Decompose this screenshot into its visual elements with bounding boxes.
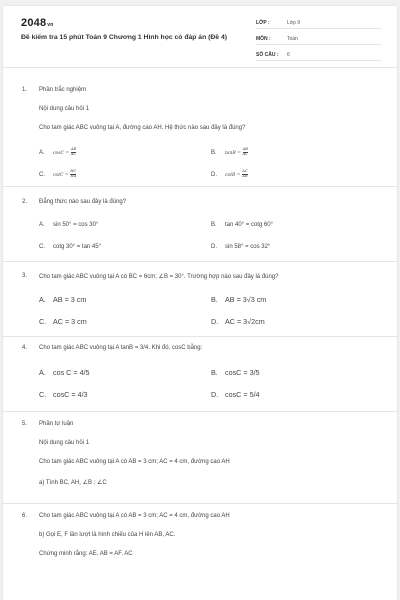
question-text: Cho tam giác ABC vuông tại A có AB = 3 cm; AC = 4 cm, đường cao AH — [39, 459, 230, 465]
denominator: HA — [70, 173, 77, 178]
question-number: 2. — [22, 199, 28, 205]
question-proof: Chứng minh rằng: AE. AB = AF. AC — [39, 551, 133, 557]
question-text: Cho tam giác ABC vuông tại A tanB = 3/4. Khi đó, cosC bằng: — [39, 345, 203, 351]
exam-page — [3, 6, 397, 600]
question-1 — [3, 68, 397, 186]
option-label: D. — [211, 390, 219, 399]
option-label: C. — [39, 244, 45, 250]
option-fraction — [243, 148, 248, 157]
question-number: 6. — [22, 513, 28, 519]
option-c[interactable] — [39, 170, 76, 179]
option-value: cos C = 4/5 — [53, 368, 90, 377]
question-subtitle: Nội dung câu hỏi 1 — [39, 440, 90, 446]
option-label: C. — [39, 171, 45, 178]
option-b[interactable] — [211, 368, 260, 377]
numerator: HC — [70, 169, 77, 173]
option-label: B. — [211, 149, 217, 156]
page-header — [3, 6, 397, 68]
meta-count-value: 6 — [287, 52, 290, 58]
option-label: A. — [39, 368, 46, 377]
option-label: C. — [39, 390, 47, 399]
meta-class-value: Lớp 9 — [287, 20, 301, 26]
logo-text: 2048 — [21, 17, 47, 29]
option-d[interactable] — [211, 317, 265, 326]
meta-count-label: SỐ CÂU : — [256, 52, 279, 58]
option-b[interactable] — [211, 222, 273, 228]
meta-class-label: LỚP : — [256, 20, 270, 26]
option-d[interactable] — [211, 390, 260, 399]
numerator: AB — [242, 147, 248, 151]
option-a[interactable] — [39, 295, 86, 304]
meta-class — [256, 17, 381, 29]
question-6 — [3, 503, 397, 600]
denominator: AB — [242, 173, 248, 178]
option-value: AC = 3√2cm — [225, 317, 265, 326]
option-lhs: cotC = — [53, 172, 69, 178]
meta-subject-label: MÔN : — [256, 36, 271, 42]
option-label: D. — [211, 317, 219, 326]
option-a[interactable] — [39, 148, 76, 157]
question-3 — [3, 261, 397, 336]
question-number: 5. — [22, 421, 28, 427]
option-fraction — [70, 170, 76, 179]
option-label: B. — [211, 295, 218, 304]
option-label: B. — [211, 368, 218, 377]
option-value: sin 50° = cos 30° — [53, 222, 99, 228]
option-value: cotg 30° = tan 45° — [53, 244, 101, 250]
option-fraction — [242, 170, 247, 179]
option-label: B. — [211, 222, 217, 228]
meta-subject — [256, 33, 381, 45]
option-lhs: cosC = — [53, 150, 70, 156]
option-d[interactable] — [211, 244, 270, 250]
question-text: Cho tam giác ABC vuông tại A, đường cao AH. Hệ thức nào sau đây là đúng? — [39, 125, 246, 131]
question-part: a) Tính BC, AH, ∠B ; ∠C — [39, 480, 107, 486]
option-value: sin 58° = cos 32° — [225, 244, 271, 250]
question-text: Cho tam giác ABC vuông tại A có AB = 3 cm; AC = 4 cm, đường cao AH — [39, 513, 230, 519]
section-title: Phần trắc nghiệm — [39, 87, 87, 93]
question-number: 1. — [22, 87, 28, 93]
option-value: AC = 3 cm — [53, 317, 87, 326]
question-5 — [3, 411, 397, 503]
option-value: tan 40° = cotg 60° — [225, 222, 273, 228]
meta-subject-value: Toán — [287, 36, 298, 42]
numerator: AC — [242, 169, 248, 173]
logo-suffix: vn — [47, 22, 54, 28]
option-lhs: cotB = — [225, 172, 241, 178]
option-c[interactable] — [39, 390, 88, 399]
option-value: cosC = 4/3 — [53, 390, 88, 399]
question-2 — [3, 186, 397, 261]
option-label: D. — [211, 171, 217, 178]
option-value: cosC = 5/4 — [225, 390, 260, 399]
question-part: b) Gọi E, F lần lượt là hình chiếu của H lên AB, AC. — [39, 532, 176, 538]
option-label: A. — [39, 222, 45, 228]
option-a[interactable] — [39, 222, 98, 228]
option-value: AB = 3 cm — [53, 295, 87, 304]
numerator: AB — [70, 147, 77, 151]
denominator: AC — [242, 151, 248, 156]
option-label: C. — [39, 317, 47, 326]
question-text: Đẳng thức nào sau đây là đúng? — [39, 199, 127, 205]
option-value: cosC = 3/5 — [225, 368, 260, 377]
exam-title: Đề kiểm tra 15 phút Toán 9 Chương 1 Hình học có đáp án (Đề 4) — [21, 34, 228, 41]
meta-count — [256, 49, 381, 61]
option-a[interactable] — [39, 368, 90, 377]
option-label: A. — [39, 295, 46, 304]
option-b[interactable] — [211, 295, 266, 304]
option-label: A. — [39, 149, 45, 156]
option-c[interactable] — [39, 317, 87, 326]
option-value: AB = 3√3 cm — [225, 295, 267, 304]
option-lhs: tanB = — [225, 150, 241, 156]
question-number: 4. — [22, 345, 28, 351]
section-title: Phần tự luận — [39, 421, 74, 427]
question-number: 3. — [22, 273, 28, 279]
option-fraction — [71, 148, 76, 157]
site-logo[interactable] — [21, 17, 54, 29]
option-c[interactable] — [39, 244, 101, 250]
option-b[interactable] — [211, 148, 248, 157]
question-text: Cho tam giác ABC vuông tại A có BC = 6cm; ∠B = 30°. Trường hợp nào sau đây là đúng? — [39, 274, 279, 280]
denominator: AC — [70, 151, 77, 156]
option-d[interactable] — [211, 170, 248, 179]
question-4 — [3, 336, 397, 411]
question-subtitle: Nội dung câu hỏi 1 — [39, 106, 90, 112]
option-label: D. — [211, 244, 217, 250]
